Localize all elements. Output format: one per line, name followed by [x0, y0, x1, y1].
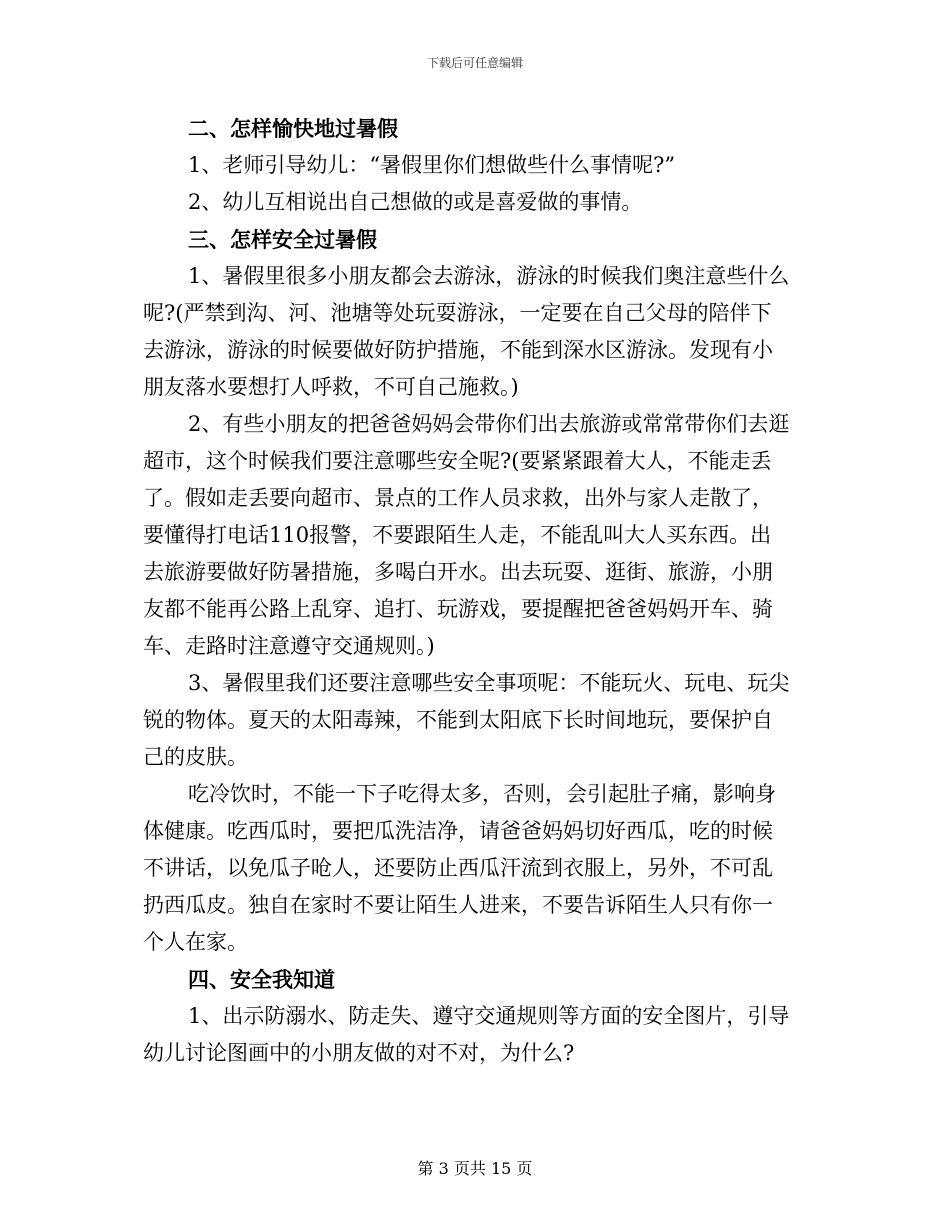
text-line: 去游泳，游泳的时候要做好防护措施，不能到深水区游泳。发现有小: [143, 338, 773, 362]
text-line: 友都不能再公路上乱穿、追打、玩游戏，要提醒把爸爸妈妈开车、骑: [143, 597, 773, 621]
text-line: 了。假如走丢要向超市、景点的工作人员求救，出外与家人走散了，: [143, 486, 773, 510]
text-line: 3、暑假里我们还要注意哪些安全事项呢：不能玩火、玩电、玩尖: [188, 671, 790, 695]
text-line: 呢?(严禁到沟、河、池塘等处玩耍游泳，一定要在自己父母的陪伴下: [143, 301, 772, 325]
text-line: 2、有些小朋友的把爸爸妈妈会带你们出去旅游或常常带你们去逛: [188, 412, 790, 436]
section-heading: 四、安全我知道: [188, 967, 335, 992]
text-line: 1、出示防溺水、防走失、遵守交通规则等方面的安全图片，引导: [188, 1004, 790, 1028]
text-line: 不讲话，以免瓜子呛人，还要防止西瓜汗流到衣服上，另外，不可乱: [143, 856, 773, 880]
text-line: 2、幼儿互相说出自己想做的或是喜爱做的事情。: [188, 190, 643, 214]
text-line: 去旅游要做好防暑措施，多喝白开水。出去玩耍、逛街、旅游，小朋: [143, 560, 773, 584]
text-line: 幼儿讨论图画中的小朋友做的对不对，为什么?: [143, 1041, 575, 1065]
text-line: 1、老师引导幼儿：“暑假里你们想做些什么事情呢?”: [188, 153, 676, 177]
text-line: 超市，这个时候我们要注意哪些安全呢?(要紧紧跟着大人，不能走丢: [143, 449, 772, 473]
text-line: 要懂得打电话110报警，不要跟陌生人走，不能乱叫大人买东西。出: [143, 523, 772, 547]
text-line: 朋友落水要想打人呼救，不可自己施救。): [143, 375, 519, 399]
text-line: 体健康。吃西瓜时，要把瓜洗洁净，请爸爸妈妈切好西瓜，吃的时候: [143, 819, 773, 843]
text-line: 扔西瓜皮。独自在家时不要让陌生人进来，不要告诉陌生人只有你一: [143, 893, 773, 917]
page-header: 下载后可任意编辑: [426, 56, 523, 70]
text-line: 吃冷饮时，不能一下子吃得太多，否则，会引起肚子痛，影响身: [188, 782, 776, 806]
text-line: 车、走路时注意遵守交通规则。): [143, 634, 435, 658]
page-number: 第 3 页共 15 页: [417, 1159, 533, 1178]
text-line: 1、暑假里很多小朋友都会去游泳，游泳的时候我们奥注意些什么: [188, 264, 790, 288]
text-line: 己的皮肤。: [143, 745, 248, 769]
text-line: 个人在家。: [143, 930, 248, 954]
text-line: 锐的物体。夏天的太阳毒辣，不能到太阳底下长时间地玩，要保护自: [143, 708, 773, 732]
document-body: [143, 110, 808, 1072]
section-heading: 三、怎样安全过暑假: [188, 227, 377, 252]
section-heading: 二、怎样愉快地过暑假: [188, 116, 398, 141]
